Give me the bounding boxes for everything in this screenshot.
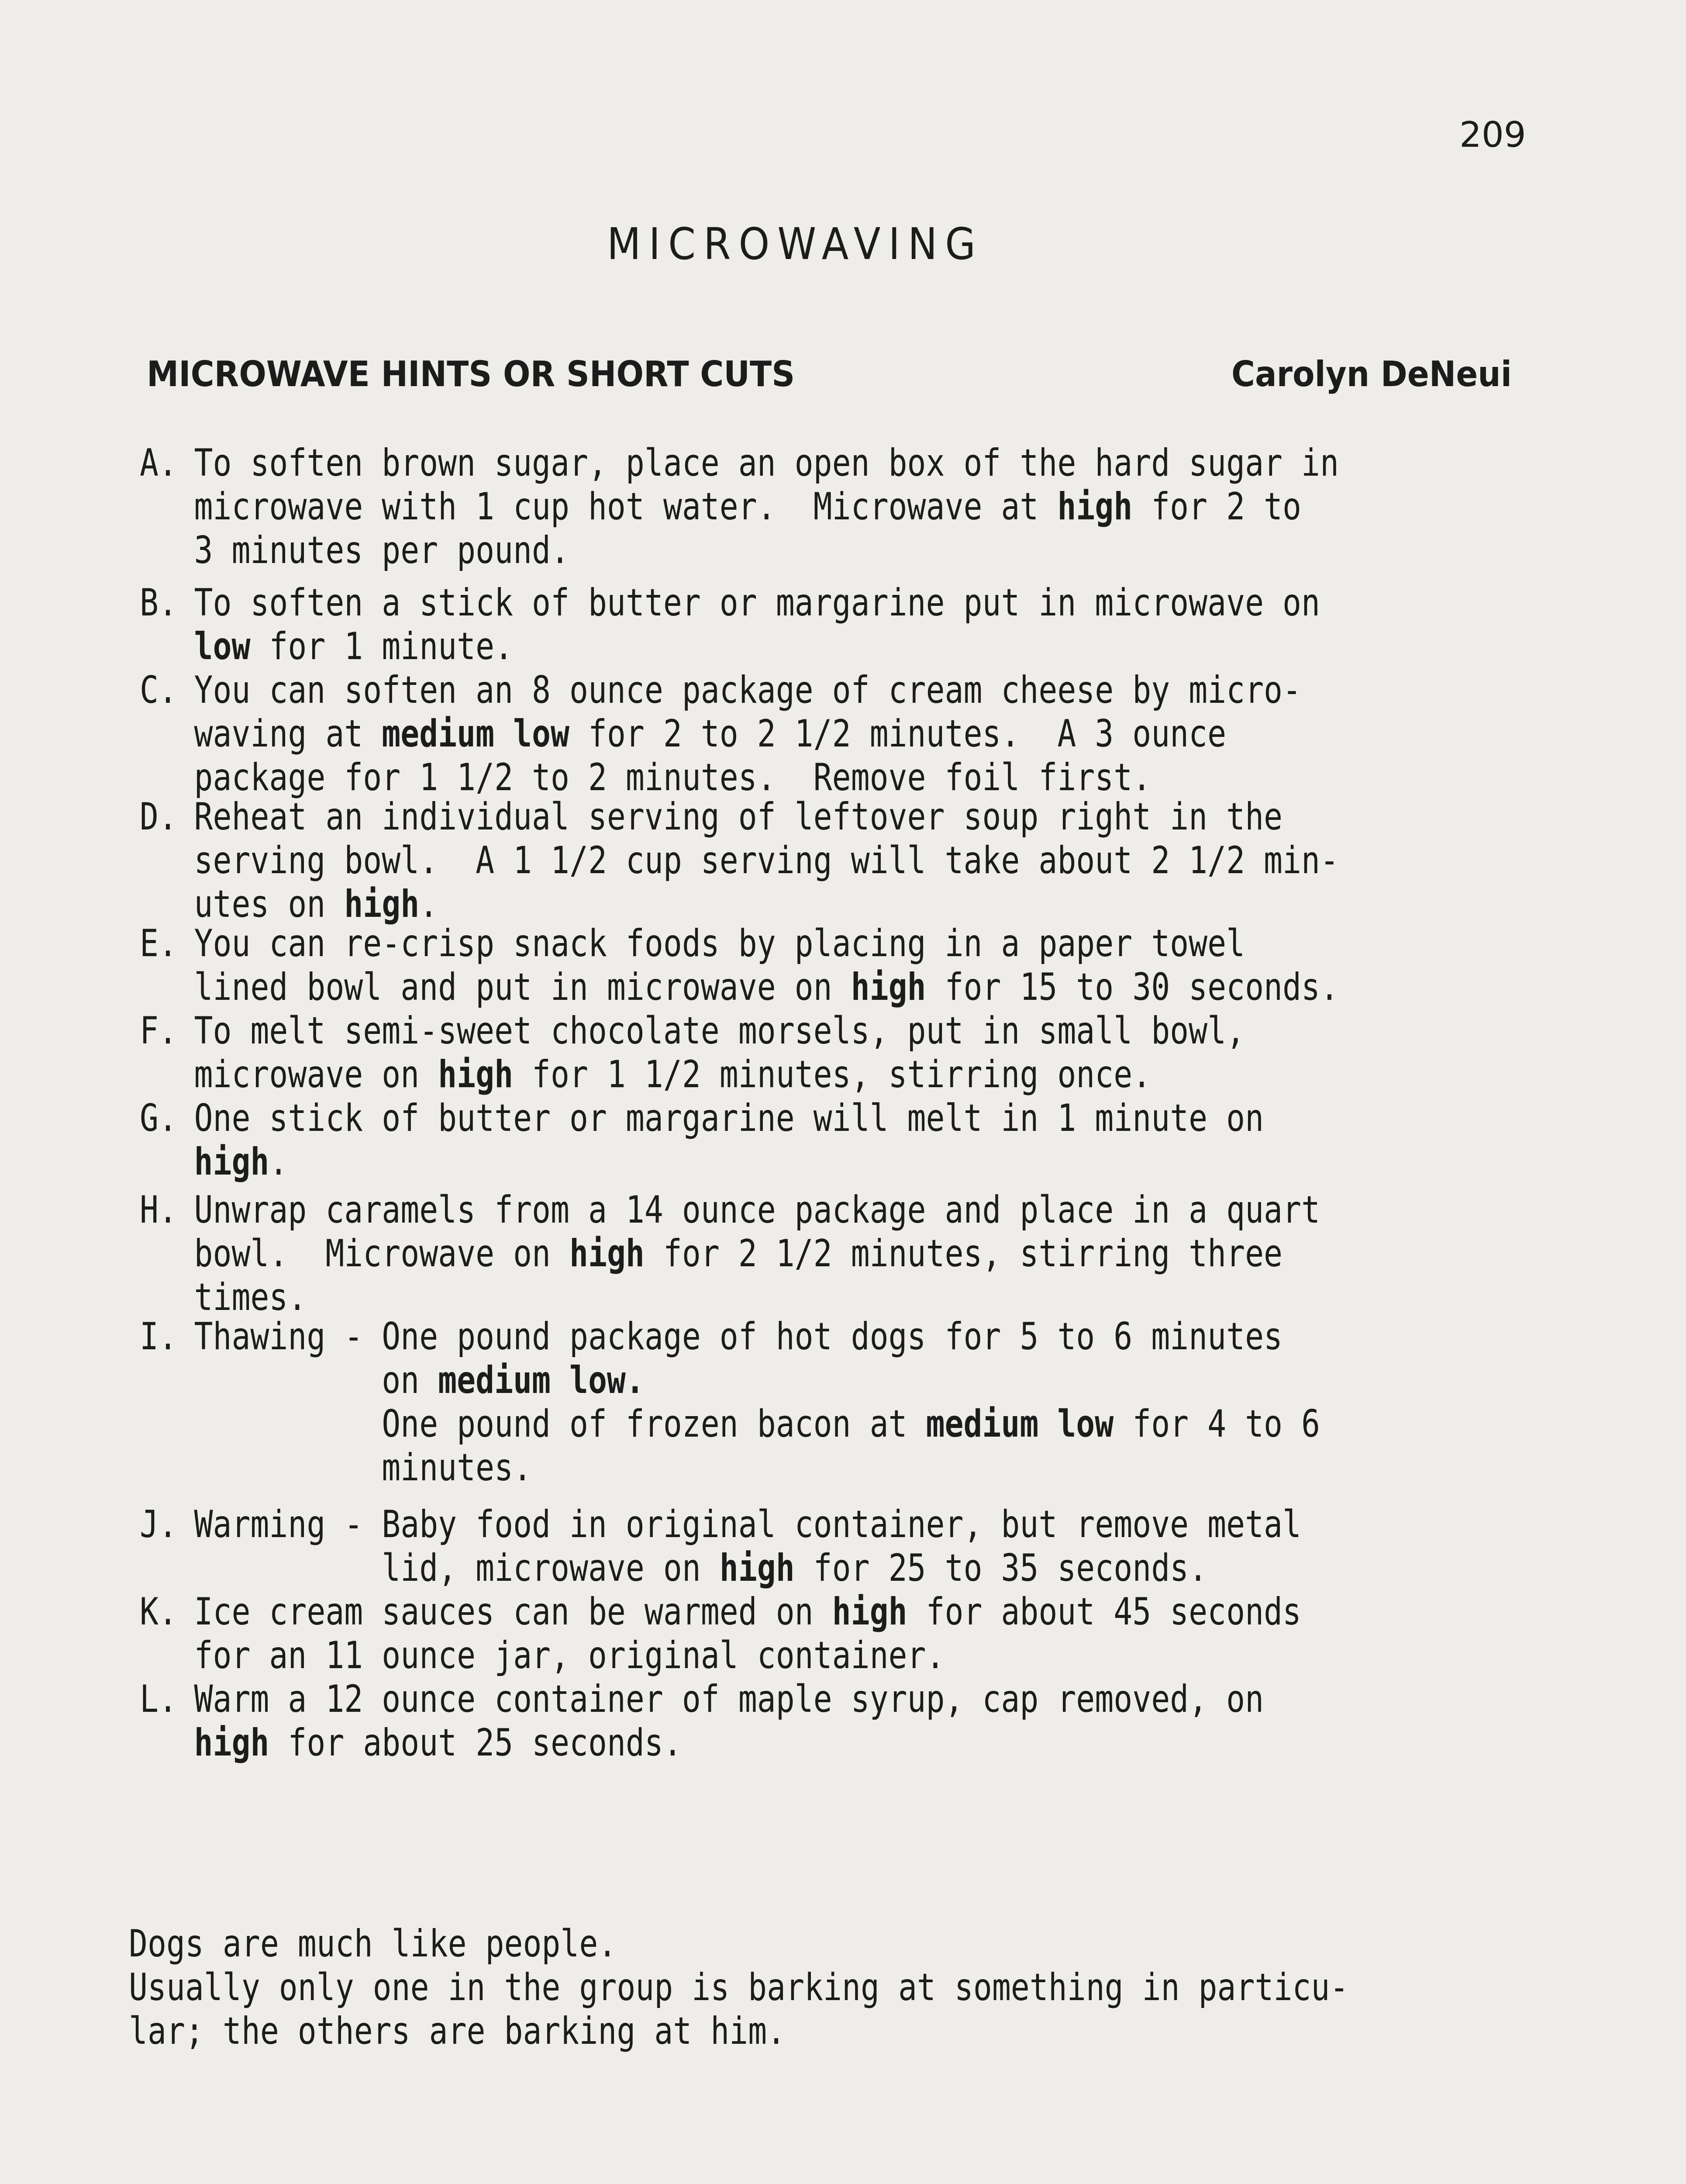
hint-line [140,1677,1314,1721]
hint-emphasis: high [569,1232,645,1275]
hint-emphasis: high [194,1140,269,1184]
hint-line [140,1503,1314,1546]
hint-line [140,625,1314,668]
hint-item [140,1677,1314,1765]
hint-text: for an 11 ounce jar, original container. [194,1634,945,1677]
hint-letter: B. [140,581,177,625]
hint-line [140,1232,1314,1275]
hint-item [140,795,1339,926]
hint-text: minutes. [194,1446,532,1489]
page-title: MICROWAVING [607,218,983,270]
hint-line [140,1009,1314,1053]
quote-line: Dogs are much like people. [129,1922,617,1966]
hint-item [140,1188,1320,1319]
hint-emphasis: high [851,965,926,1009]
hint-line [140,668,1314,712]
hint-text: Unwrap caramels from a 14 ounce package and place in a quart [194,1188,1320,1232]
hint-item [140,668,1314,799]
hint-text: for 15 to 30 seconds. [926,965,1339,1009]
hint-line [140,882,1314,926]
hint-item [140,581,1320,668]
hint-text: for 4 to 6 [1114,1402,1320,1446]
quote-line: lar; the others are barking at him. [129,2009,786,2053]
hint-letter: E. [140,922,177,965]
hint-item [140,441,1339,572]
hint-line [140,1402,1320,1446]
hint-item [140,1503,1314,1590]
hint-text: You can re-crisp snack foods by placing in a paper towel [194,922,1245,965]
hint-text: Ice cream sauces can be warmed on [194,1590,832,1634]
hint-text: You can soften an 8 ounce package of cream cheese by micro- [194,668,1301,712]
hint-line [140,1590,1314,1634]
hint-text: Warming - Baby food in original container, but remove metal [194,1503,1301,1546]
hint-letter: G. [140,1096,177,1140]
hint-emphasis: low [194,625,251,668]
hint-text: for 25 to 35 seconds. [794,1546,1208,1590]
hint-emphasis: high [344,882,420,926]
hint-text: Thawing - One pound package of hot dogs for 5 to 6 minutes [194,1315,1283,1358]
hint-line [140,1634,1314,1677]
hint-item [140,922,1339,1009]
hint-line [140,441,1339,485]
hint-letter: L. [140,1677,177,1721]
hint-text: times. [194,1275,307,1319]
hint-text: 3 minutes per pound. [194,529,569,572]
hint-text: utes on [194,882,345,926]
hint-text: Reheat an individual serving of leftover soup right in the [194,795,1283,839]
hint-letter: H. [140,1188,177,1232]
hint-line [140,1446,1314,1489]
hint-text: for 1 minute. [250,625,514,668]
hint-letter: D. [140,795,177,839]
hint-text: for 2 to [1132,485,1302,529]
hint-text: on [194,1358,438,1402]
hint-text: for 2 1/2 minutes, stirring three [644,1232,1283,1275]
hint-text: serving bowl. A 1 1/2 cup serving will take about 2 1/2 min- [194,839,1339,882]
hint-emphasis: medium low [382,712,569,756]
hint-line [140,485,1314,529]
hint-letter: C. [140,668,177,712]
section-title: MICROWAVE HINTS OR SHORT CUTS [147,354,795,394]
hint-line [140,922,1314,965]
page-number: 209 [1459,114,1526,155]
hint-item [140,1590,1314,1677]
hint-line [140,712,1314,756]
hint-text: To soften brown sugar, place an open box of the hard sugar in [194,441,1339,485]
hint-text: . [269,1140,288,1184]
hint-line [140,756,1314,799]
hint-line [140,1140,1314,1184]
hint-line [140,1546,1314,1590]
hint-text: One pound of frozen bacon at [194,1402,926,1446]
hint-line [140,965,1339,1009]
hint-text: for about 45 seconds [907,1590,1302,1634]
hint-letter: F. [140,1009,177,1053]
hint-text: for 2 to 2 1/2 minutes. A 3 ounce [569,712,1227,756]
hint-text: waving at [194,712,382,756]
hint-emphasis: medium low [926,1402,1114,1446]
hint-text: microwave on [194,1053,438,1096]
hint-text: lid, microwave on [194,1546,720,1590]
hint-line [140,839,1339,882]
hint-text: To melt semi-sweet chocolate morsels, put in small bowl, [194,1009,1245,1053]
hint-emphasis: high [194,1721,269,1765]
hint-emphasis: high [719,1546,795,1590]
hint-line [140,1358,1314,1402]
hint-line [140,795,1314,839]
hint-text: lined bowl and put in microwave on [194,965,851,1009]
hint-line [140,529,1314,572]
hint-emphasis: high [438,1053,514,1096]
hint-emphasis: high [832,1590,907,1634]
hint-letter: K. [140,1590,177,1634]
hint-text: for about 25 seconds. [269,1721,682,1765]
hint-line [140,1096,1314,1140]
hint-letter: J. [140,1503,177,1546]
hint-text: package for 1 1/2 to 2 minutes. Remove foil first. [194,756,1152,799]
hint-text: . [419,882,438,926]
hint-item [140,1096,1314,1184]
hint-text: One stick of butter or margarine will melt in 1 minute on [194,1096,1264,1140]
section-author: Carolyn DeNeui [1231,354,1512,394]
hint-emphasis: medium low. [438,1358,645,1402]
hint-text: To soften a stick of butter or margarine put in microwave on [194,581,1320,625]
quote-line: Usually only one in the group is barking at something in particu- [129,1966,1349,2009]
hint-text: Warm a 12 ounce container of maple syrup, cap removed, on [194,1677,1264,1721]
hint-text: bowl. Microwave on [194,1232,569,1275]
hint-text: for 1 1/2 minutes, stirring once. [513,1053,1152,1096]
hint-item [140,1009,1314,1096]
closing-quote [129,1922,1348,2053]
hint-line [140,1315,1314,1358]
hint-item [140,1315,1320,1489]
hint-line [140,1188,1320,1232]
hint-line [140,1053,1314,1096]
hint-letter: I. [140,1315,177,1358]
hint-emphasis: high [1057,485,1133,529]
hint-text: microwave with 1 cup hot water. Microwave at [194,485,1058,529]
hint-line [140,1275,1314,1319]
hint-letter: A. [140,441,177,485]
hint-line [140,1721,1314,1765]
hint-line [140,581,1320,625]
